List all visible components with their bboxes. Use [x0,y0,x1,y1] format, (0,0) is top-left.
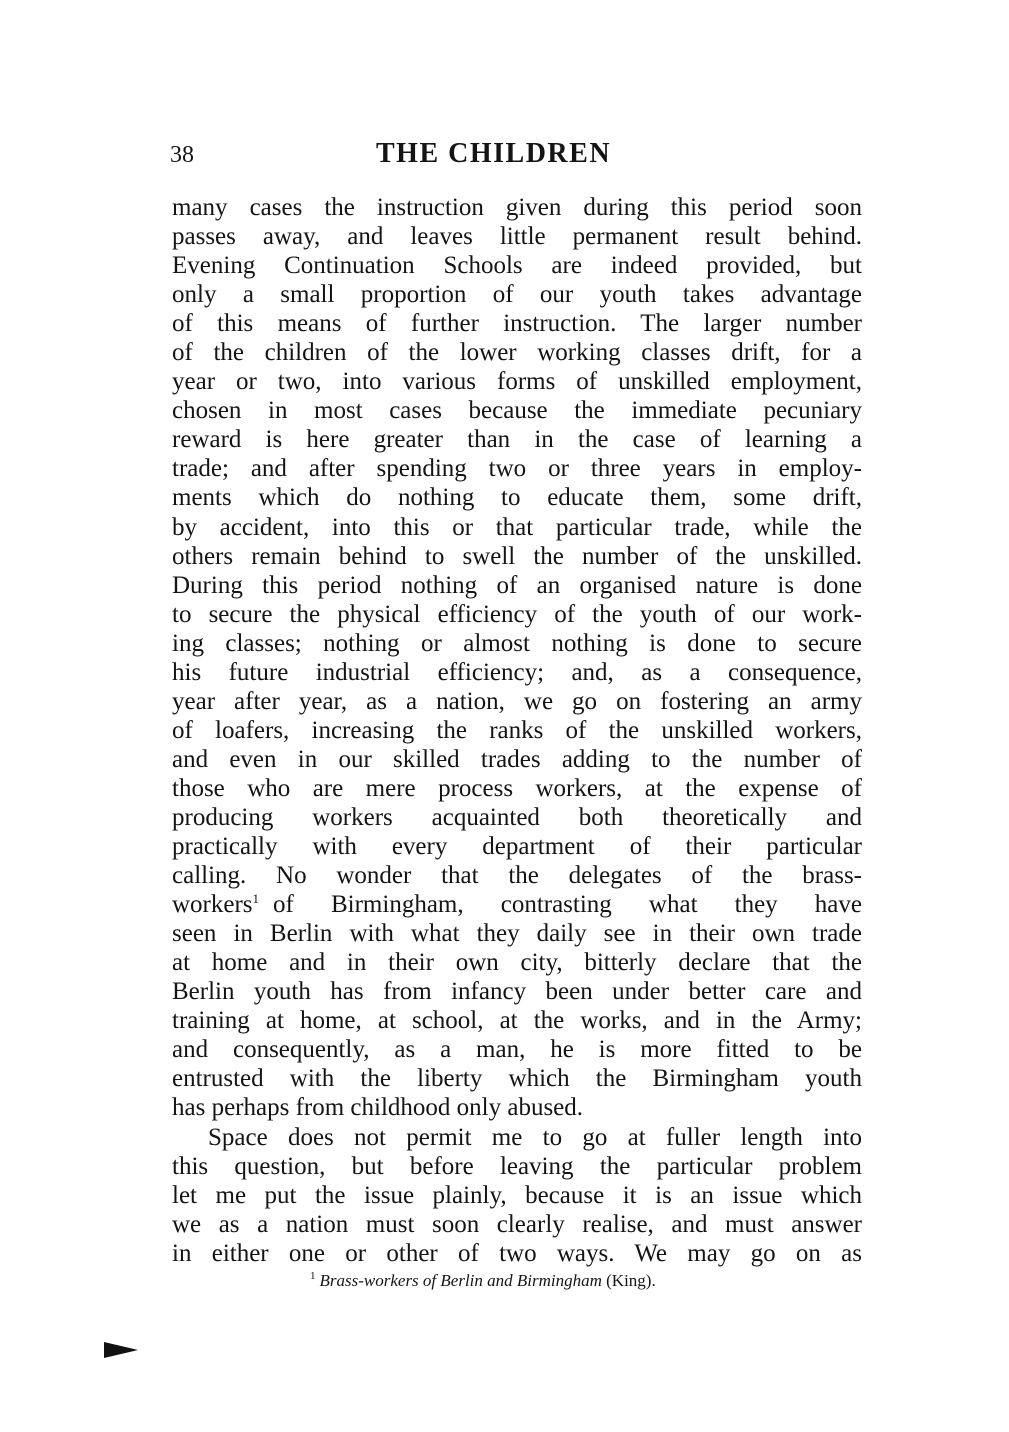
running-head [170,138,870,178]
text-line: producing workers acquainted both theoretically and [172,803,862,831]
footnote-mark: 1 [310,1270,316,1282]
text-line: of the children of the lower working classes drift, for a [172,339,862,367]
text-line: of this means of further instruction. The larger number [172,310,862,338]
text-line-rest: of Birmingham, contrasting what they have [273,891,862,919]
text-line: practically with every department of their particular [172,833,862,861]
text-line: only a small proportion of our youth takes advantage [172,281,862,309]
footnote-title: Brass-workers of Berlin and Birmingham [319,1271,602,1290]
text-line: Berlin youth has from infancy been under better care and [172,978,862,1006]
text-line: others remain behind to swell the number of the unskilled. [172,542,862,570]
text-line-with-note [172,890,862,919]
footnote-ref-mark: 1 [252,891,260,907]
text-line: in either one or other of two ways. We may go on as [172,1239,862,1267]
text-line: trade; and after spending two or three years in employ- [172,455,862,483]
text-line: Evening Continuation Schools are indeed provided, but [172,252,862,280]
text-line: this question, but before leaving the particular problem [172,1152,862,1180]
text-line: reward is here greater than in the case of learning a [172,426,862,454]
text-line: at home and in their own city, bitterly declare that the [172,949,862,977]
text-line: by accident, into this or that particular trade, while the [172,513,862,541]
text-line: training at home, at school, at the works, and in the Army; [172,1007,862,1035]
text-line: chosen in most cases because the immediate pecuniary [172,397,862,425]
text-line: calling. No wonder that the delegates of the brass- [172,862,862,890]
text-line: year after year, as a nation, we go on fostering an army [172,687,862,715]
text-line: of loafers, increasing the ranks of the unskilled workers, [172,716,862,744]
text-line: and consequently, as a man, he is more fitted to be [172,1036,862,1064]
text-line: entrusted with the liberty which the Birmingham youth [172,1065,862,1093]
text-line: seen in Berlin with what they daily see in their own trade [172,920,862,948]
text-line: we as a nation must soon clearly realise, and must answer [172,1210,862,1238]
footnote-author: (King). [606,1271,656,1290]
page-turn-arrow-icon [104,1342,138,1358]
text-line: and even in our skilled trades adding to the number of [172,745,862,773]
footnote [310,1270,656,1291]
page-number: 38 [170,142,194,168]
paragraph-start-line: Space does not permit me to go at fuller length into [208,1123,862,1151]
text-line: year or two, into various forms of unskilled employment, [172,368,862,396]
text-line: ments which do nothing to educate them, some drift, [172,484,862,512]
text-line: During this period nothing of an organised nature is done [172,571,862,599]
text-line: ing classes; nothing or almost nothing is done to secure [172,629,862,657]
body-text [172,193,862,1268]
text-line: those who are mere process workers, at the expense of [172,774,862,802]
paragraph-end-line: has perhaps from childhood only abused. [172,1094,584,1122]
text-line: many cases the instruction given during this period soon [172,194,862,221]
text-line: passes away, and leaves little permanent result behind. [172,223,862,251]
text-line: to secure the physical efficiency of the youth of our work- [172,600,862,628]
text-line: his future industrial efficiency; and, as a consequence, [172,658,862,686]
footnote-ref-word: workers$^1$ [172,891,260,919]
running-title: THE CHILDREN [376,138,612,169]
text-line: let me put the issue plainly, because it is an issue which [172,1181,862,1209]
